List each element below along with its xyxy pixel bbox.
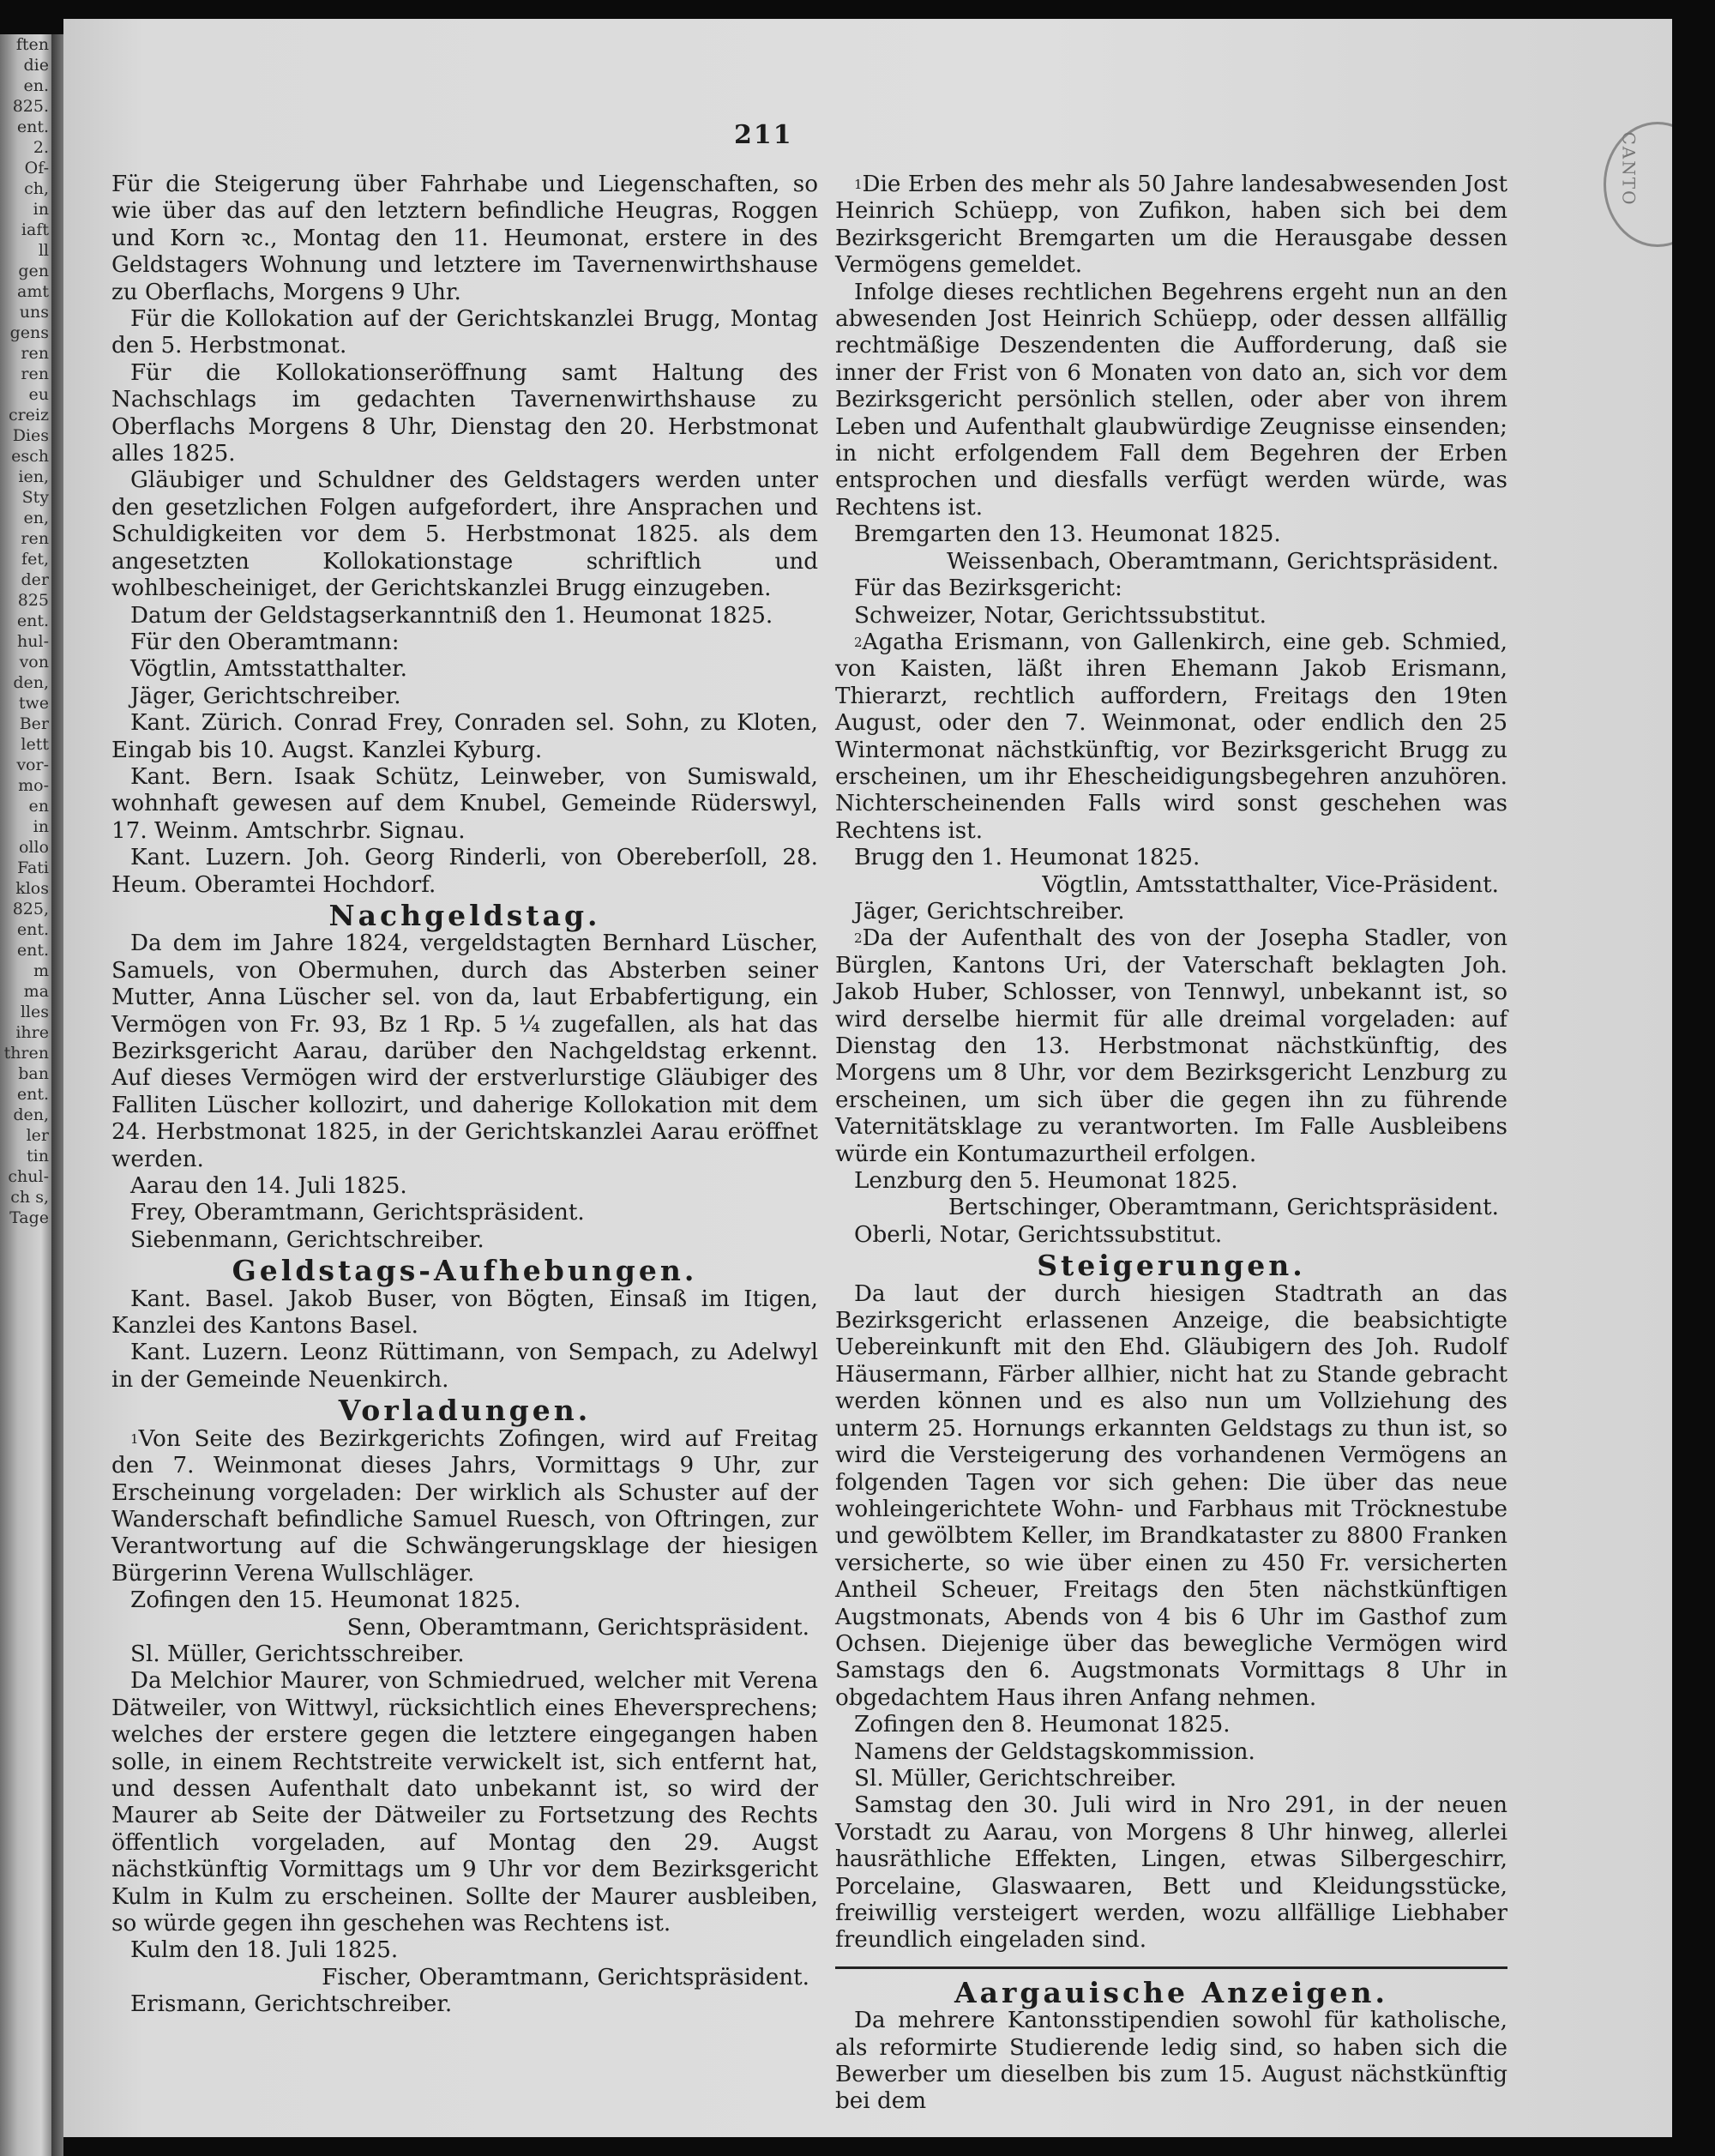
footnote-marker: 1 bbox=[130, 1430, 139, 1447]
left-page-fragment: iaft bbox=[21, 220, 49, 239]
left-page-fragment: ren bbox=[21, 364, 49, 383]
date-line: Lenzburg den 5. Heumonat 1825. bbox=[854, 1168, 1238, 1195]
left-page-fragment: lles bbox=[20, 1003, 49, 1021]
paragraph: Kant. Zürich. Conrad Frey, Conraden sel. Sohn, zu Kloten, Eingab bis 10. Augst. Kanzlei Kyburg. bbox=[111, 710, 818, 763]
left-page-fragment: ch, bbox=[24, 179, 49, 198]
left-page-fragment: ler bbox=[26, 1126, 49, 1145]
signature: Für den Oberamtmann: bbox=[130, 629, 400, 655]
signature: Für das Bezirksgericht: bbox=[854, 575, 1122, 602]
signature: Sl. Müller, Gerichtschreiber. bbox=[854, 1765, 1177, 1792]
signature: Namens der Geldstagskommission. bbox=[854, 1738, 1255, 1765]
left-page-fragment: hul- bbox=[17, 632, 49, 651]
left-page-fragment: ihre bbox=[15, 1023, 49, 1042]
left-page-fragment: Dies bbox=[12, 426, 49, 445]
left-page-fragment: Sty bbox=[21, 488, 49, 507]
section-heading: Geldstags-Aufhebungen. bbox=[232, 1254, 698, 1288]
left-page-fragment: den, bbox=[13, 673, 49, 692]
left-page-edge bbox=[0, 34, 51, 2156]
date-line: Aarau den 14. Juli 1825. bbox=[130, 1173, 407, 1200]
left-page-fragment: ren bbox=[21, 344, 49, 363]
paragraph: Für die Kollokation auf der Gerichtskanzlei Brugg, Montag den 5. Herbstmonat. bbox=[111, 306, 818, 359]
left-page-fragment: von bbox=[19, 653, 49, 671]
footnote-marker: 2 bbox=[854, 634, 863, 650]
left-page-fragment: 2. bbox=[33, 138, 49, 157]
newspaper-page bbox=[63, 19, 1672, 2137]
paragraph: Infolge dieses rechtlichen Begehrens ergeht nun an den abwesenden Jost Heinrich Schüepp, oder dessen allfällig rechtmäßige Deszendenten die Aufforderung, daß sie inner der Frist von 6 Monaten von dato an, sich vor dem Bezirksgericht persönlich stellen, oder aber von ihrem Leben und Aufenthalt glaubwürdige Zeugnisse einsenden; in nicht erfolgendem Fall dem Begehren der Erben entsprochen und diesfalls verfügt werden würde, was Rechtens ist. bbox=[835, 279, 1507, 521]
paragraph: $^1$Die Erben des mehr als 50 Jahre landesabwesenden Jost Heinrich Schüepp, von Zufikon, haben sich bei dem Bezirksgericht Bremgarten um die Herausgabe dessen Vermögens gemeldet. bbox=[835, 172, 1507, 279]
left-page-fragment: die bbox=[23, 56, 49, 75]
left-page-fragment: ften bbox=[15, 35, 49, 54]
left-page-fragment: Fati bbox=[17, 858, 49, 877]
page-number: 211 bbox=[734, 120, 793, 150]
signature: Weissenbach, Oberamtmann, Gerichtspräsident. bbox=[947, 548, 1499, 575]
left-page-fragment: ch s, bbox=[10, 1188, 49, 1207]
left-column bbox=[111, 172, 818, 2019]
left-page-fragment: Tage bbox=[9, 1208, 49, 1227]
left-page-fragment: ll bbox=[38, 241, 49, 260]
left-page-fragment: lett bbox=[21, 735, 49, 754]
left-page-fragment: gens bbox=[9, 323, 49, 342]
signature: Fischer, Oberamtmann, Gerichtspräsident. bbox=[322, 1964, 809, 1990]
left-page-fragment: chul- bbox=[8, 1167, 49, 1186]
left-page-fragment: fet, bbox=[21, 550, 49, 569]
paragraph: Da dem im Jahre 1824, vergeldstagten Bernhard Lüscher, Samuels, von Obermuhen, durch das Absterben seiner Mutter, Anna Lüscher sel. von da, laut Erbabfertigung, ein Vermögen von Fr. 93, Bz 1 Rp. 5 ¼ zugefallen, als hat das Bezirksgericht Aarau, darüber den Nachgeldstag erkennt. Auf dieses Vermögen wird der erstverlurstige Gläubiger des Falliten Lüscher kollozirt, und daherige Kollokation mit dem 24. Herbstmonat 1825, in der Gerichtskanzlei Aarau eröffnet werden. bbox=[111, 930, 818, 1172]
signature: Schweizer, Notar, Gerichtssubstitut. bbox=[854, 602, 1267, 629]
signature: Jäger, Gerichtschreiber. bbox=[854, 898, 1125, 924]
date-line: Kulm den 18. Juli 1825. bbox=[130, 1937, 399, 1964]
paragraph: Da mehrere Kantonsstipendien sowohl für katholische, als reformirte Studierende ledig sind, so haben sich die Bewerber um dieselben bis zum 15. August nächstkünftig bei dem bbox=[835, 2008, 1507, 2115]
left-page-fragment: ent. bbox=[16, 117, 49, 136]
section-divider bbox=[835, 1966, 1507, 1969]
signature: Oberli, Notar, Gerichtssubstitut. bbox=[854, 1221, 1223, 1248]
stamp-text: CANTO bbox=[1618, 131, 1640, 207]
left-page-fragment: ien, bbox=[18, 467, 49, 486]
left-page-fragment: den, bbox=[13, 1105, 49, 1124]
left-page-fragment: en bbox=[28, 797, 49, 816]
left-page-fragment: klos bbox=[15, 879, 49, 898]
paragraph: Für die Steigerung über Fahrhabe und Liegenschaften, so wie über das auf den letztern befindliche Heugras, Roggen und Korn ꝛc., Montag den 11. Heumonat, erstere in des Geldstagers Wohnung und letztere im Tavernenwirthshause zu Oberflachs, Morgens 9 Uhr. bbox=[111, 172, 818, 305]
paragraph: Gläubiger und Schuldner des Geldstagers werden unter den gesetzlichen Folgen aufgefordert, ihre Ansprachen und Schuldigkeiten vor dem 5. Herbstmonat 1825. als dem angesetzten Kollokationstage schriftlich und wohlbescheiniget, der Gerichtskanzlei Brugg einzugeben. bbox=[111, 467, 818, 602]
left-page-fragment: eu bbox=[28, 385, 49, 404]
left-page-fragment: vor- bbox=[16, 756, 49, 774]
book-gutter bbox=[51, 34, 63, 2156]
paragraph: Samstag den 30. Juli wird in Nro 291, in der neuen Vorstadt zu Aarau, von Morgens 8 Uhr hinweg, allerlei hausräthliche Effekten, Lingen, etwas Silbergeschirr, Porcelaine, Glaswaaren, Bett und Kleidungsstücke, freiwillig versteigert werden, wozu allfällige Liebhaber freundlich eingeladen sind. bbox=[835, 1792, 1507, 1954]
left-page-fragment: uns bbox=[19, 303, 49, 322]
left-page-fragment: m bbox=[33, 961, 49, 980]
left-page-fragment: en. bbox=[23, 76, 49, 95]
left-page-fragment: esch bbox=[11, 447, 49, 466]
left-page-fragment: der bbox=[21, 570, 49, 589]
left-page-fragment: twe bbox=[18, 694, 49, 713]
library-stamp bbox=[1604, 122, 1672, 247]
right-column bbox=[835, 172, 1507, 2116]
date-line: Datum der Geldstagserkanntniß den 1. Heumonat 1825. bbox=[130, 602, 773, 629]
paragraph: $^2$Agatha Erismann, von Gallenkirch, eine geb. Schmied, von Kaisten, läßt ihren Ehemann Jakob Erismann, Thierarzt, rechtlich auffordern, Freitags den 19ten August, oder den 7. Weinmonat, oder endlich den 25 Wintermonat nächstkünftig, vor Bezirksgericht Brugg zu erscheinen, um ihr Ehescheidigungsbegehren anzuhören. Nichterscheinenden Falls wird sonst geschehen was Rechtens ist. bbox=[835, 629, 1507, 844]
left-page-fragment: mo- bbox=[18, 776, 49, 795]
signature: Sl. Müller, Gerichtsschreiber. bbox=[130, 1641, 465, 1667]
left-page-fragment: ban bbox=[18, 1064, 49, 1083]
section-heading: Steigerungen. bbox=[1037, 1249, 1306, 1283]
date-line: Brugg den 1. Heumonat 1825. bbox=[854, 845, 1200, 871]
signature: Vögtlin, Amtsstatthalter, Vice-Präsident. bbox=[1042, 871, 1499, 898]
paragraph: Da laut der durch hiesigen Stadtrath an das Bezirksgericht erlassenen Anzeige, die beabsichtigte Uebereinkunft mit den Ehd. Gläubigern des Joh. Rudolf Häusermann, Färber allhier, nicht hat zu Stande gebracht werden können und es also nun um Vollziehung des unterm 25. Hornungs erkannten Geldstags zu thun ist, so wird die Versteigerung des vorhandenen Vermögens an folgenden Tagen vor sich gehen: Die über das neue wohleingerichtete Wohn- und Farbhaus mit Tröcknestube und gewölbtem Keller, im Brandkataster zu 8800 Franken versicherte, so wie über einen zu 450 Fr. versicherten Antheil Scheuer, Freitags den 5ten nächstkünftigen Augstmonats, Abends von 4 bis 6 Uhr im Gasthof zum Ochsen. Diejenige über das bewegliche Vermögen wird Samstags den 6. Augstmonats Vormittags 8 Uhr in obgedachtem Haus ihren Anfang nehmen. bbox=[835, 1280, 1507, 1711]
left-page-fragment: ma bbox=[23, 982, 49, 1001]
left-page-fragment: Ber bbox=[19, 714, 49, 733]
left-page-fragment: tin bbox=[27, 1147, 49, 1165]
left-page-fragment: Of- bbox=[24, 159, 49, 178]
left-page-fragment: thren bbox=[3, 1044, 49, 1063]
paragraph: Da Melchior Maurer, von Schmiedrued, welcher mit Verena Dätweiler, von Wittwyl, rücksichtlich eines Eheversprechens; welches der erstere gegen die letztere eingegangen haben solle, in einem Rechtstreite verwickelt ist, sich entfernt hat, und dessen Aufenthalt dato unbekannt ist, so wird der Maurer ab Seite der Dätweiler zu Fortsetzung des Rechts öffentlich vorgeladen, auf Montag den 29. Augst nächstkünftig Vormittags um 9 Uhr vor dem Bezirksgericht Kulm in Kulm zu erscheinen. Sollte der Maurer ausbleiben, so würde gegen ihn geschehen was Rechtens ist. bbox=[111, 1668, 818, 1936]
date-line: Bremgarten den 13. Heumonat 1825. bbox=[854, 521, 1281, 548]
paragraph: Kant. Luzern. Leonz Rüttimann, von Sempach, zu Adelwyl in der Gemeinde Neuenkirch. bbox=[111, 1340, 818, 1393]
left-page-fragment: en, bbox=[23, 509, 49, 527]
left-page-fragment: 825, bbox=[12, 900, 49, 918]
section-heading: Vorladungen. bbox=[338, 1394, 592, 1428]
left-page-fragment: in bbox=[33, 200, 49, 219]
paragraph: Kant. Luzern. Joh. Georg Rinderli, von Obereberſoll, 28. Heum. Oberamtei Hochdorf. bbox=[111, 845, 818, 898]
signature: Erismann, Gerichtschreiber. bbox=[130, 1991, 453, 2018]
left-page-fragment: gen bbox=[18, 262, 49, 280]
left-page-fragment: ent. bbox=[16, 611, 49, 630]
date-line: Zofingen den 15. Heumonat 1825. bbox=[130, 1587, 521, 1614]
left-page-fragment: amt bbox=[17, 282, 49, 301]
signature: Jäger, Gerichtschreiber. bbox=[130, 683, 401, 709]
left-page-fragment: ent. bbox=[16, 941, 49, 960]
left-page-fragment: ent. bbox=[16, 920, 49, 939]
left-page-fragment: in bbox=[33, 817, 49, 836]
paragraph: Kant. Bern. Isaak Schütz, Leinweber, von Sumiswald, wohnhaft gewesen auf dem Knubel, Gemeinde Rüderswyl, 17. Weinm. Amtschrbr. Signau. bbox=[111, 763, 818, 844]
section-heading: Nachgeldstag. bbox=[328, 898, 601, 932]
date-line: Zofingen den 8. Heumonat 1825. bbox=[854, 1712, 1231, 1738]
section-heading: Aargauische Anzeigen. bbox=[954, 1975, 1388, 2009]
left-page-fragment: 825. bbox=[12, 97, 49, 116]
paragraph: $^1$Von Seite des Bezirkgerichts Zofingen, wird auf Freitag den 7. Weinmonat dieses Jahrs, Vormittags 9 Uhr, zur Erscheinung vorgeladen: Der wirklich als Schuster auf der Wanderschaft befindliche Samuel Ruesch, von Oftringen, zur Verantwortung auf die Schwängerungsklage der hiesigen Bürgerinn Verena Wullschläger. bbox=[111, 1425, 818, 1587]
signature: Bertschinger, Oberamtmann, Gerichtspräsident. bbox=[948, 1195, 1499, 1221]
footnote-marker: 1 bbox=[854, 177, 863, 192]
left-page-fragment: ent. bbox=[16, 1085, 49, 1104]
left-page-fragment: 825 bbox=[17, 591, 49, 610]
signature: Frey, Oberamtmann, Gerichtspräsident. bbox=[130, 1200, 585, 1226]
footnote-marker: 2 bbox=[854, 930, 863, 947]
paragraph: $^2$Da der Aufenthalt des von der Josepha Stadler, von Bürglen, Kantons Uri, der Vaterschaft beklagten Joh. Jakob Huber, Schlosser, von Tennwyl, unbekannt ist, so wird derselbe hiermit für alle dreimal vorgeladen: auf Dienstag den 13. Herbstmonat nächstkünftig, des Morgens um 8 Uhr, vor dem Bezirksgericht Lenzburg zu erscheinen, um sich über die gegen ihn zu führende Vaternitätsklage zu verantworten. Im Falle Ausbleibens würde ein Kontumazurtheil erfolgen. bbox=[835, 925, 1507, 1167]
signature: Siebenmann, Gerichtschreiber. bbox=[130, 1226, 484, 1253]
left-page-fragment: ren bbox=[21, 529, 49, 548]
paragraph: Kant. Basel. Jakob Buser, von Bögten, Einsaß im Itigen, Kanzlei des Kantons Basel. bbox=[111, 1286, 818, 1340]
left-page-fragment: creiz bbox=[8, 406, 49, 425]
paragraph: Für die Kollokationseröffnung samt Haltung des Nachschlags im gedachten Tavernenwirthshause zu Oberflachs Morgens 8 Uhr, Dienstag den 20. Herbstmonat alles 1825. bbox=[111, 359, 818, 467]
left-page-fragment: ollo bbox=[18, 838, 49, 857]
signature: Senn, Oberamtmann, Gerichtspräsident. bbox=[346, 1614, 809, 1641]
signature: Vögtlin, Amtsstatthalter. bbox=[130, 656, 407, 683]
